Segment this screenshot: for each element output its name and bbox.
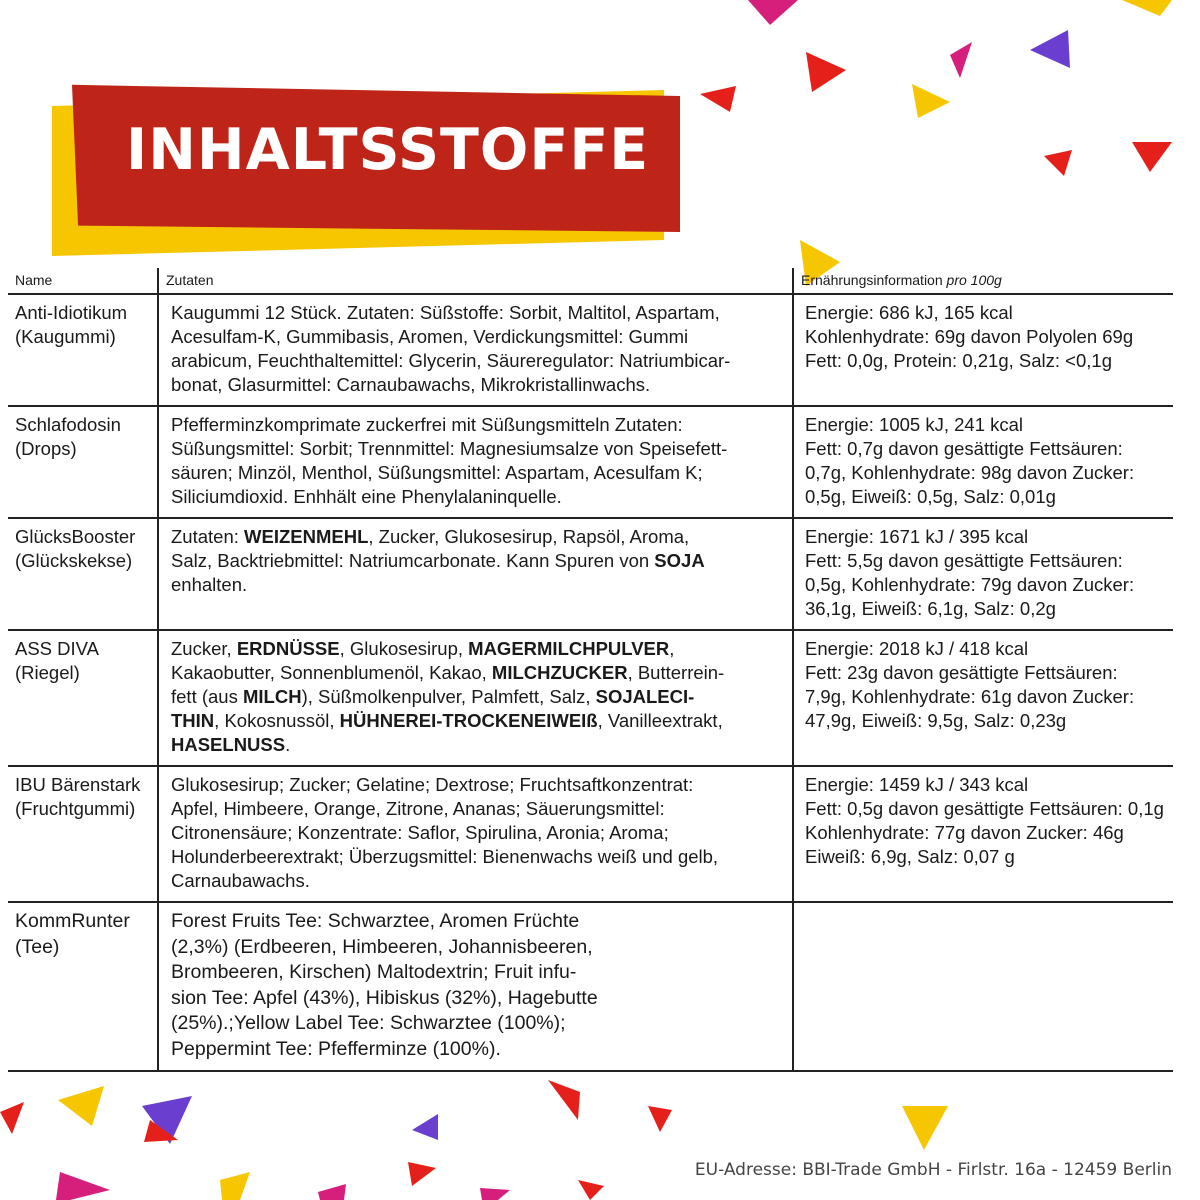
nutrition-cell [793,902,1173,1071]
ingredient-text: Siliciumdioxid. Enhhält eine Phenylalaninquelle. [171,486,562,507]
product-name-cell [8,518,158,630]
confetti-triangle [408,1162,436,1186]
allergen-text: MILCH [242,686,302,707]
nutrition-line: 36,1g, Eiweiß: 6,1g, Salz: 0,2g [805,598,1056,619]
product-category: (Glückskekse) [15,550,133,571]
product-name-cell [8,294,158,406]
table-row [8,766,1173,902]
ingredient-text: enhalten. [171,574,248,595]
ingredient-text: Glukosesirup; Zucker; Gelatine; Dextrose; Fruchtsaftkonzentrat: [171,774,694,795]
table-row [8,406,1173,518]
product-name-cell [8,406,158,518]
nutrition-line: 0,7g, Kohlenhydrate: 98g davon Zucker: [805,462,1135,483]
ingredient-text: Kaugummi 12 Stück. Zutaten: Süßstoffe: Sorbit, Maltitol, Aspartam, [171,302,720,323]
ingredient-text: (2,3%) (Erdbeeren, Himbeeren, Johannisbeeren, [171,935,593,958]
ingredient-text: Forest Fruits Tee: Schwarztee, Aromen Früchte [171,910,580,932]
ingredient-text: Holunderbeerextrakt; Überzugsmittel: Bienenwachs weiß und gelb, [171,846,719,867]
table-body [8,294,1173,1071]
nutrition-line: 47,9g, Eiweiß: 9,5g, Salz: 0,23g [805,710,1067,731]
confetti-triangle [700,86,736,112]
nutrition-line: Eiweiß: 6,9g, Salz: 0,07 g [805,846,1015,867]
nutrition-line: 0,5g, Eiweiß: 0,5g, Salz: 0,01g [805,486,1056,507]
confetti-triangle [902,1106,948,1150]
nutrition-line: Kohlenhydrate: 77g davon Zucker: 46g [805,822,1124,843]
allergen-text: MAGERMILCHPULVER [468,638,670,659]
nutrition-line: Fett: 23g davon gesättigte Fettsäuren: [805,662,1118,683]
confetti-triangle [58,1086,104,1126]
confetti-triangle [648,1106,672,1132]
ingredient-text: (25%).;Yellow Label Tee: Schwarztee (100%); [171,1012,566,1034]
ingredients-cell [158,406,793,518]
allergen-text: ERDNÜSSE [236,638,340,659]
ingredient-text: Apfel, Himbeere, Orange, Zitrone, Ananas; Säuerungsmittel: [171,798,665,819]
confetti-triangle [748,0,798,25]
nutrition-cell [793,406,1173,518]
nutrition-line: Energie: 1671 kJ / 395 kcal [805,526,1029,547]
product-name-cell [8,902,158,1071]
confetti-triangle [806,52,846,92]
ingredients-table [8,268,1173,1072]
product-category: (Drops) [15,438,77,459]
nutrition-cell [793,518,1173,630]
ingredients-cell [158,518,793,630]
page-title: INHALTSSTOFFE [126,117,650,183]
product-category: (Riegel) [15,662,80,683]
ingredients-cell [158,630,793,766]
nutrition-line: 7,9g, Kohlenhydrate: 61g davon Zucker: [805,686,1135,707]
ingredients-cell [158,902,793,1071]
product-category: (Fruchtgummi) [15,798,136,819]
table-row [8,518,1173,630]
nutrition-line: Fett: 0,0g, Protein: 0,21g, Salz: <0,1g [805,350,1112,371]
nutrition-line: Fett: 5,5g davon gesättigte Fettsäuren: [805,550,1123,571]
allergen-text: SOJA [654,550,705,571]
nutrition-line: Energie: 1005 kJ, 241 kcal [805,414,1024,435]
table-row [8,902,1173,1071]
confetti-triangle [578,1180,604,1200]
product-name: Anti-Idiotikum [15,302,128,323]
nutrition-line: Energie: 686 kJ, 165 kcal [805,302,1013,323]
ingredient-text: Citronensäure; Konzentrate: Saflor, Spirulina, Aronia; Aroma; [171,822,669,843]
ingredients-cell [158,294,793,406]
nutrition-line: Fett: 0,7g davon gesättigte Fettsäuren: [805,438,1123,459]
confetti-triangle [1122,0,1172,16]
nutrition-cell [793,630,1173,766]
confetti-triangle [56,1172,110,1200]
confetti-triangle [480,1188,510,1200]
ingredient-text: säuren; Minzöl, Menthol, Süßungsmittel: Aspartam, Acesulfam K; [171,462,703,483]
nutrition-line: Energie: 2018 kJ / 418 kcal [805,638,1029,659]
ingredient-text: , Butterrein- [627,662,725,683]
confetti-triangle [1132,142,1172,172]
allergen-text: MILCHZUCKER [491,662,628,683]
ingredient-text: Pfefferminzkomprimate zuckerfrei mit Süßungsmitteln Zutaten: [171,414,683,435]
ingredient-text: Acesulfam-K, Gummibasis, Aromen, Verdickungsmittel: Gummi [171,326,689,347]
product-name-cell [8,766,158,902]
allergen-text: HÜHNEREI-TROCKENEIWEIß [339,710,598,731]
header-nutrition [793,268,1173,294]
confetti-triangle [412,1114,438,1140]
confetti-triangle [220,1172,250,1200]
confetti-triangle [548,1080,580,1120]
product-name: Schlafodosin [15,414,121,435]
table-header-row [8,268,1173,294]
confetti-triangle [912,84,950,118]
product-name-cell [8,630,158,766]
ingredient-text: Carnaubawachs. [171,870,310,891]
table-row [8,630,1173,766]
ingredient-text: , Vanilleextrakt, [597,710,723,731]
ingredient-text: bonat, Glasurmittel: Carnaubawachs, Mikrokristallinwachs. [171,374,651,395]
nutrition-line: Energie: 1459 kJ / 343 kcal [805,774,1029,795]
confetti-triangle [1044,150,1072,176]
nutrition-line: 0,5g, Kohlenhydrate: 79g davon Zucker: [805,574,1135,595]
footer-address: EU-Adresse: BBI-Trade GmbH - Firlstr. 16a - 12459 Berlin [694,1160,1172,1180]
ingredient-text: fett (aus [171,686,243,707]
header-nutrition-label: Ernährungsinformation [801,272,943,288]
product-name: KommRunter [15,910,130,932]
product-name: GlücksBooster [15,526,136,547]
ingredient-text: , [669,638,675,659]
confetti-triangle [318,1184,346,1200]
header-nutrition-note: pro 100g [946,272,1002,288]
confetti-triangle [1030,30,1070,68]
product-name: ASS DIVA [15,638,99,659]
product-category: (Kaugummi) [15,326,116,347]
ingredient-text: , Glukosesirup, [339,638,469,659]
ingredient-text: Zutaten: [171,526,245,547]
ingredient-text: , Zucker, Glukosesirup, Rapsöl, Aroma, [368,526,690,547]
confetti-triangle [0,1102,24,1134]
ingredient-text: Kakaobutter, Sonnenblumenöl, Kakao, [171,662,492,683]
ingredient-text: Peppermint Tee: Pfefferminze (100%). [171,1037,501,1060]
product-category: (Tee) [15,935,60,958]
product-name: IBU Bärenstark [15,774,141,795]
ingredient-text: Süßungsmittel: Sorbit; Trennmittel: Magnesiumsalze von Speisefett- [171,438,728,459]
allergen-text: THIN [171,710,215,731]
nutrition-cell [793,766,1173,902]
ingredient-text: sion Tee: Apfel (43%), Hibiskus (32%), Hagebutte [171,986,598,1009]
nutrition-line: Kohlenhydrate: 69g davon Polyolen 69g [805,326,1134,347]
ingredient-text: Salz, Backtriebmittel: Natriumcarbonate. Kann Spuren von [171,550,655,571]
ingredient-text: , Kokosnussöl, [214,710,340,731]
confetti-triangle [950,42,972,78]
nutrition-cell [793,294,1173,406]
ingredient-text: . [285,734,291,755]
allergen-text: SOJALECI- [595,686,695,707]
allergen-text: WEIZENMEHL [244,526,369,547]
ingredient-text: arabicum, Feuchthaltemittel: Glycerin, Säureregulator: Natriumbicar- [171,350,731,371]
ingredients-cell [158,766,793,902]
table-row [8,294,1173,406]
header-ingredients: Zutaten [158,268,793,294]
ingredient-text: ), Süßmolkenpulver, Palmfett, Salz, [301,686,596,707]
allergen-text: HASELNUSS [171,734,286,755]
nutrition-line: Fett: 0,5g davon gesättigte Fettsäuren: 0,1g [805,798,1164,819]
header-name: Name [8,268,158,294]
ingredient-text: Zucker, [171,638,237,659]
ingredient-text: Brombeeren, Kirschen) Maltodextrin; Fruit infu- [171,961,577,983]
